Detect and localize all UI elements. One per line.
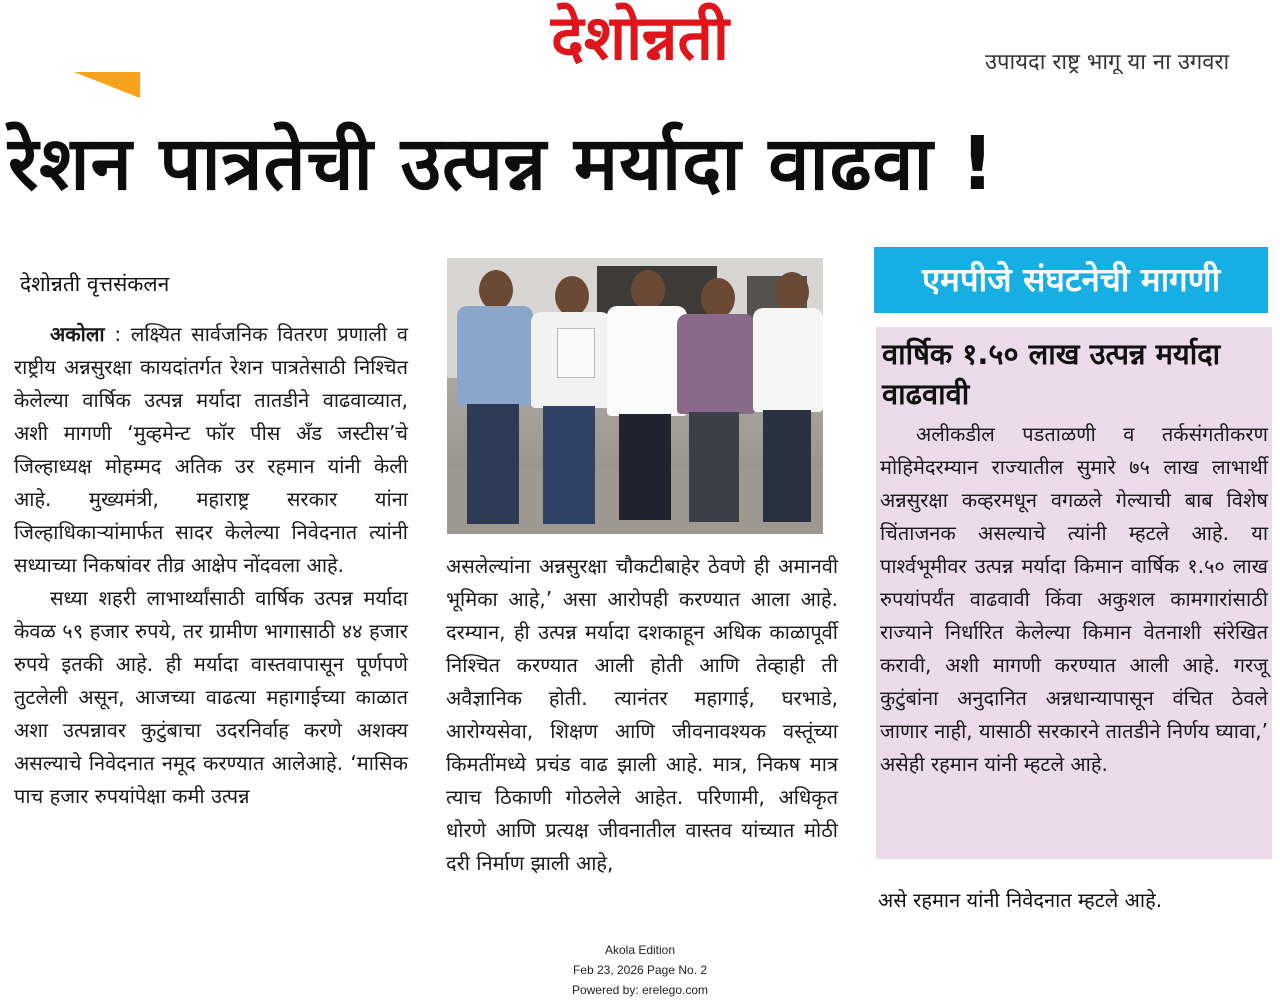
byline: देशोन्नती वृत्तसंकलन — [20, 272, 170, 296]
lead-text: : लक्ष्यित सार्वजनिक वितरण प्रणाली व राष्ट्रीय अन्नसुरक्षा कायदांतर्गत रेशन पात्रतेसाठी निश्चित केलेल्या वार्षिक उत्पन्न मर्यादा तातडीने वाढवाव्यात, अशी मागणी ‘मुव्हमेन्ट फॉर पीस अँड जस्टीस’चे जिल्हाध्यक्ष मोहम्मद अतिक उर रहमान यांनी केली आहे. मुख्यमंत्री, महाराष्ट्र सरकार यांना जिल्हाधिकाऱ्यांमार्फत सादर केलेल्या निवेदनात त्यांनी सध्याच्या निकषांवर तीव्र आक्षेप नोंदवला आहे. — [14, 322, 408, 577]
footer-powered-by: Powered by: erelego.com — [571, 983, 709, 997]
cropped-text-fragment: उपायदा राष्ट्र भागू या ना उगवरा — [985, 50, 1230, 74]
closing-line: असे रहमान यांनी निवेदनात म्हटले आहे. — [878, 888, 1163, 912]
footer-date-page: Feb 23, 2026 Page No. 2 — [572, 963, 708, 977]
article-column-2 — [446, 550, 838, 880]
news-photo — [447, 258, 823, 534]
sidebar-tag: एमपीजे संघटनेची मागणी — [874, 247, 1268, 313]
paragraph-2: सध्या शहरी लाभार्थ्यांसाठी वार्षिक उत्पन्न मर्यादा केवळ ५९ हजार रुपये, तर ग्रामीण भागासाठी ४४ हजार रुपये इतकी आहे. ही मर्यादा वास्तवापासून पूर्णपणे तुटलेली असून, आजच्या वाढत्या महागाईच्या काळात अशा उत्पन्नावर कुटुंबाचा उदरनिर्वाह करणे अशक्य असल्याचे निवेदनात नमूद करण्यात आलेआहे. ‘मासिक पाच हजार रुपयांपेक्षा कमी उत्पन्न — [14, 586, 408, 808]
column-3-text: अलीकडील पडताळणी व तर्कसंगतीकरण मोहिमेदरम्यान राज्यातील सुमारे ७५ लाख लाभार्थी अन्नसुरक्षा कव्हरमधून वगळले गेल्याची बाब विशेष चिंताजनक असल्याचे त्यांनी म्हटले आहे. या पार्श्वभूमीवर उत्पन्न मर्यादा किमान वार्षिक १.५० लाख रुपयांपर्यंत वाढवावी किंवा अकुशल कामगारांसाठी राज्याने निर्धारित केलेल्या किमान वेतनाशी संरेखित करावी, अशी मागणी करण्यात आली आहे. गरजू कुटुंबांना अनुदानित अन्नधान्यापासून वंचित ठेवले जाणार नाही, यासाठी सरकारने तातडीने निर्णय घ्यावा,’ असेही रहमान यांनी म्हटले आहे. — [880, 422, 1268, 776]
lead-paragraph — [14, 318, 408, 582]
highlight-box-title: वार्षिक १.५० लाख उत्पन्न मर्यादा वाढवावी — [882, 337, 1221, 411]
headline: रेशन पात्रतेची उत्पन्न मर्यादा वाढवा ! — [8, 121, 996, 207]
article-column-1 — [14, 318, 408, 813]
footer-edition: Akola Edition — [604, 943, 676, 957]
article-column-3 — [880, 418, 1268, 781]
orange-decoration — [74, 72, 140, 98]
page-footer — [440, 940, 840, 1000]
masthead-logo: देशोन्नती — [551, 1, 729, 74]
column-2-text: असलेल्यांना अन्नसुरक्षा चौकटीबाहेर ठेवणे ही अमानवी भूमिका आहे,’ असा आरोपही करण्यात आला आहे. दरम्यान, ही उत्पन्न मर्यादा दशकाहून अधिक काळापूर्वी निश्चित करण्यात आली होती आणि तेव्हाही ती अवैज्ञानिक होती. त्यानंतर महागाई, घरभाडे, आरोग्यसेवा, शिक्षण आणि जीवनावश्यक वस्तूंच्या किमतींमध्ये प्रचंड वाढ झाली आहे. मात्र, निकष मात्र त्याच ठिकाणी गोठलेले आहेत. परिणामी, अधिकृत धोरणे आणि प्रत्यक्ष जीवनातील वास्तव यांच्यात मोठी दरी निर्माण झाली आहे, — [446, 554, 838, 875]
dateline-place: अकोला — [50, 322, 105, 346]
